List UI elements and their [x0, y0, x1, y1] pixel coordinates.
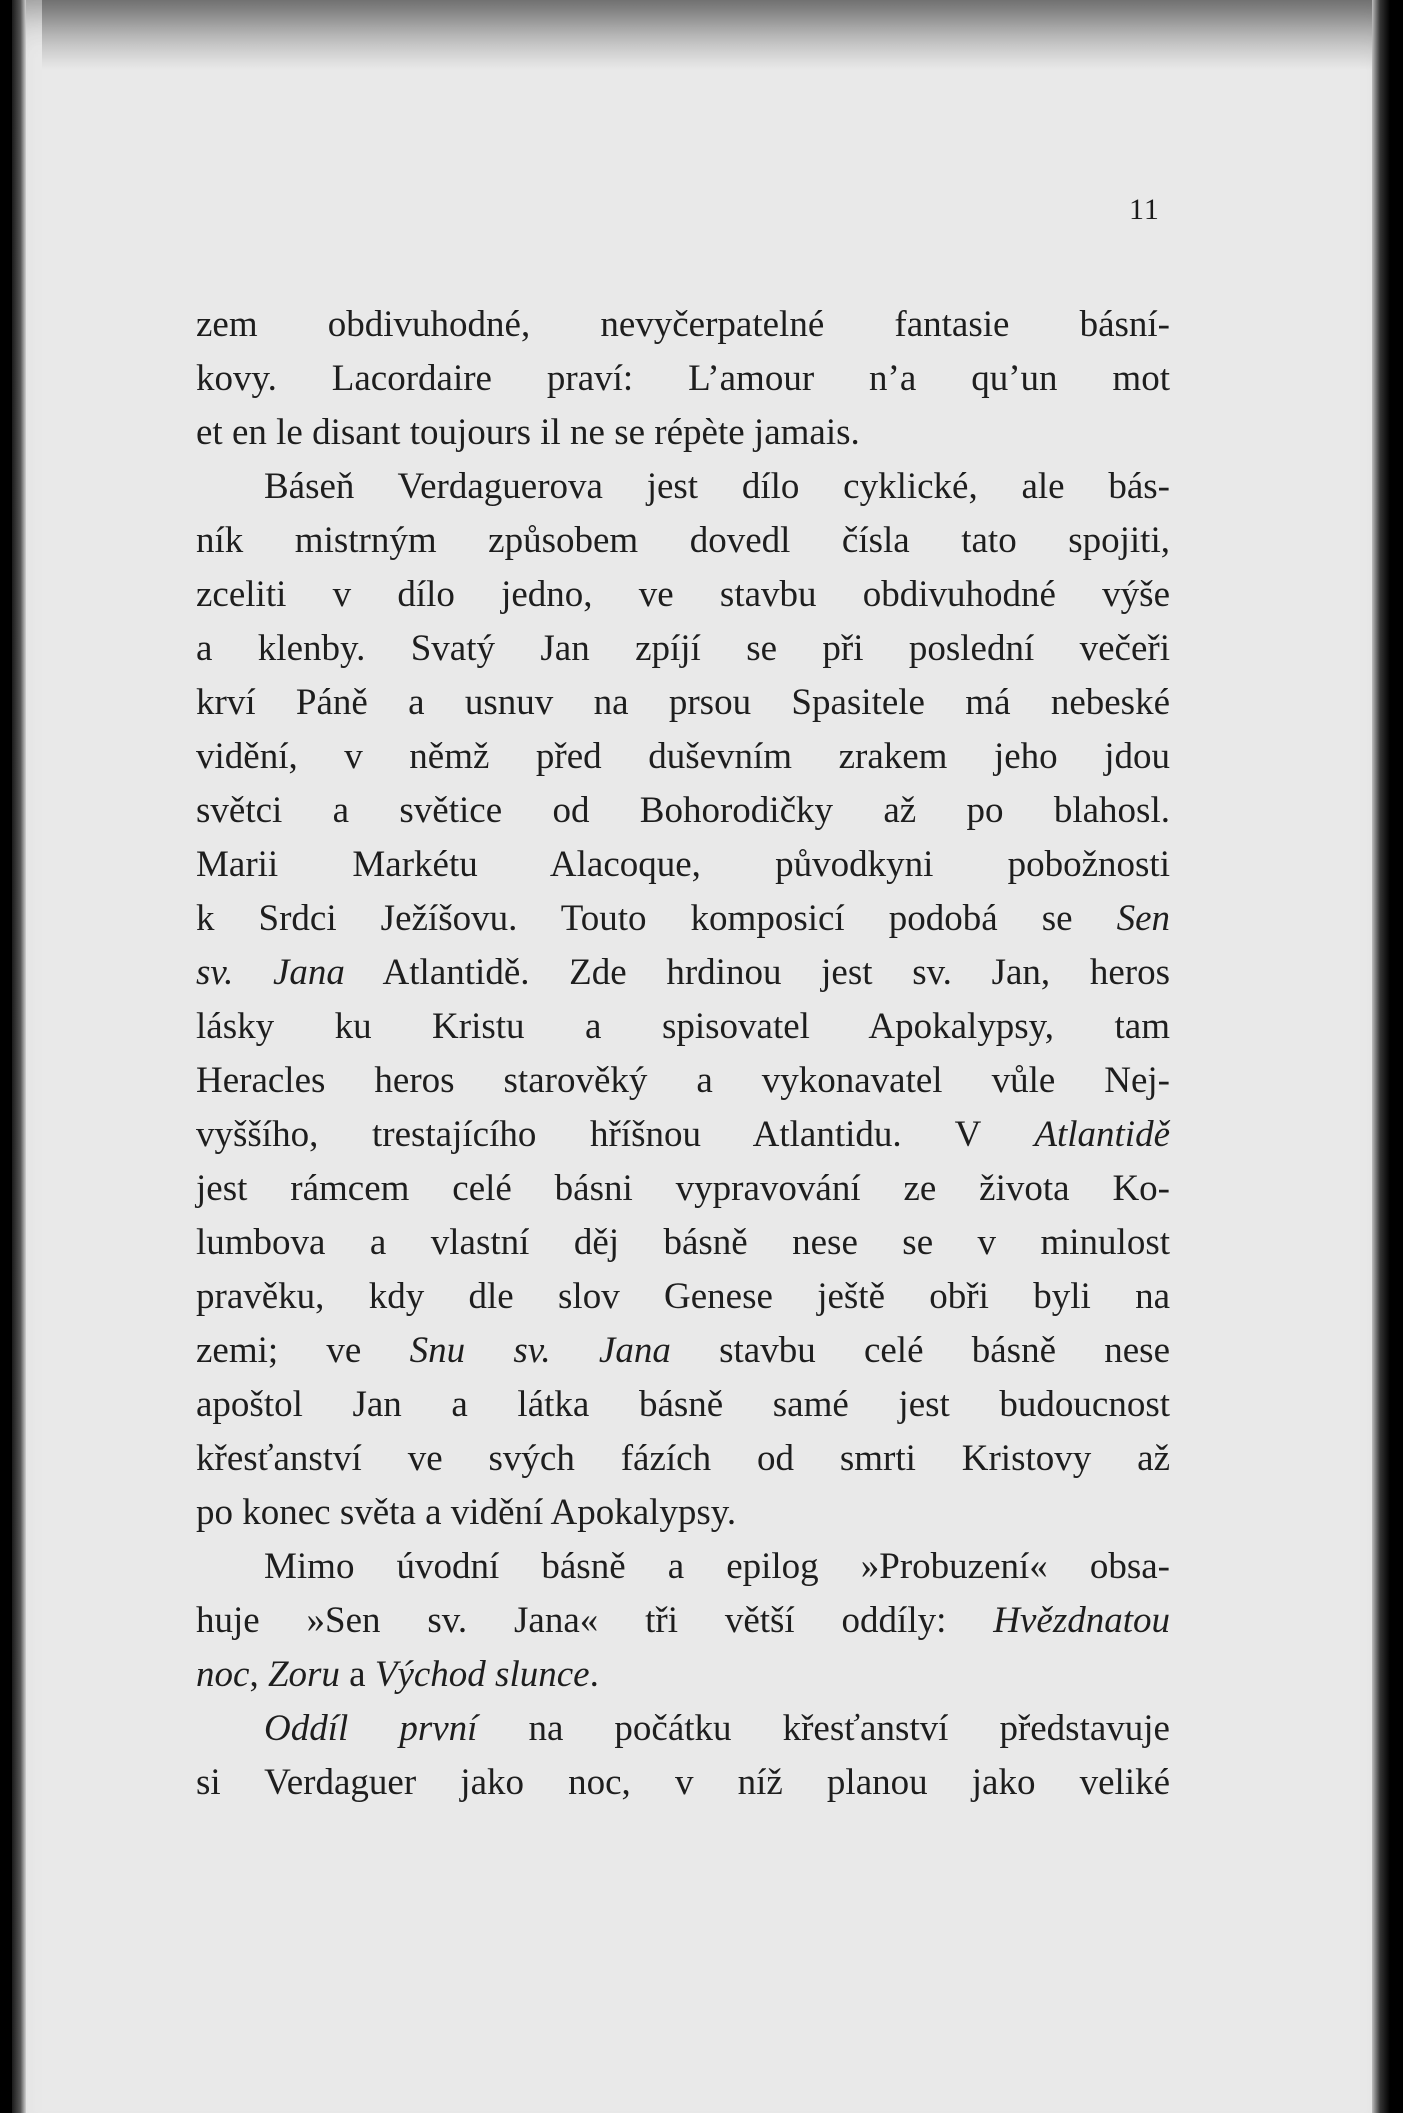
right-edge-shadow [1372, 0, 1390, 2113]
text-line: si Verdaguer jako noc, v níž planou jako veliké [196, 1762, 1170, 1803]
italic-title: noc [196, 1654, 250, 1695]
italic-title: Snu sv. Jana [409, 1330, 671, 1371]
text-fragment: vyššího, trestajícího hříšnou Atlantidu. V [196, 1114, 1035, 1155]
text-line: krví Páně a usnuv na prsou Spasitele má nebeské [196, 682, 1170, 723]
text-line: Báseň Verdaguerova jest dílo cyklické, ale bás- [264, 466, 1170, 507]
top-scan-shading [42, 0, 1372, 70]
text-line: vidění, v němž před duševním zrakem jeho jdou [196, 736, 1170, 777]
body-text [196, 298, 1170, 1810]
text-line: pravěku, kdy dle slov Genese ještě obři byli na [196, 1276, 1170, 1317]
left-binding-shadow [12, 0, 26, 2113]
text-line: Mimo úvodní básně a epilog »Probuzení« obsa- [264, 1546, 1170, 1587]
italic-title: Atlantidě [1034, 1114, 1170, 1155]
text-fragment: huje »Sen sv. Jana« tři větší oddíly: [196, 1600, 994, 1641]
italic-title: Oddíl první [264, 1708, 478, 1749]
text-fragment: k Srdci Ježíšovu. Touto komposicí podobá se [196, 898, 1117, 939]
text-line [196, 946, 1170, 1000]
text-fragment: . [589, 1654, 599, 1695]
italic-title: Hvězdnatou [993, 1600, 1170, 1641]
text-line [196, 1702, 1170, 1756]
text-line: Heracles heros starověký a vykonavatel vůle Nej- [196, 1060, 1170, 1101]
text-line: kovy. Lacordaire praví: L’amour n’a qu’un mot [196, 358, 1170, 399]
text-fragment: Atlantidě. Zde hrdinou jest sv. Jan, heros [344, 952, 1170, 993]
text-line: apoštol Jan a látka básně samé jest budoucnost [196, 1384, 1170, 1425]
text-line [196, 1108, 1170, 1162]
text-line: zceliti v dílo jedno, ve stavbu obdivuhodné výše [196, 574, 1170, 615]
text-fragment: stavbu celé básně nese [670, 1330, 1170, 1371]
text-fragment: , [249, 1654, 268, 1695]
text-line [196, 892, 1170, 946]
text-line: lásky ku Kristu a spisovatel Apokalypsy, tam [196, 1006, 1170, 1047]
text-fragment: zemi; ve [196, 1330, 410, 1371]
text-line: Marii Markétu Alacoque, původkyni pobožnosti [196, 844, 1170, 885]
page-number: 11 [1129, 193, 1160, 226]
text-line [196, 1648, 1170, 1702]
text-line: et en le disant toujours il ne se répète jamais. [196, 412, 860, 453]
text-line: světci a světice od Bohorodičky až po blahosl. [196, 790, 1170, 831]
italic-title: Východ slunce [374, 1654, 590, 1695]
text-fragment: a [339, 1654, 375, 1695]
italic-title: Zoru [267, 1654, 340, 1695]
italic-title: sv. Jana [196, 952, 345, 993]
text-line: zem obdivuhodné, nevyčerpatelné fantasie básní- [196, 304, 1170, 345]
book-page [12, 0, 1390, 2113]
text-line: po konec světa a vidění Apokalypsy. [196, 1492, 737, 1533]
italic-title: Sen [1116, 898, 1170, 939]
text-line [196, 1594, 1170, 1648]
text-line: ník mistrným způsobem dovedl čísla tato spojiti, [196, 520, 1170, 561]
text-line [196, 1324, 1170, 1378]
text-fragment: na počátku křesťanství představuje [477, 1708, 1170, 1749]
text-line: jest rámcem celé básni vypravování ze života Ko- [196, 1168, 1170, 1209]
text-line: křesťanství ve svých fázích od smrti Kristovy až [196, 1438, 1170, 1479]
text-line: lumbova a vlastní děj básně nese se v minulost [196, 1222, 1170, 1263]
text-line: a klenby. Svatý Jan zpíjí se při poslední večeři [196, 628, 1170, 669]
